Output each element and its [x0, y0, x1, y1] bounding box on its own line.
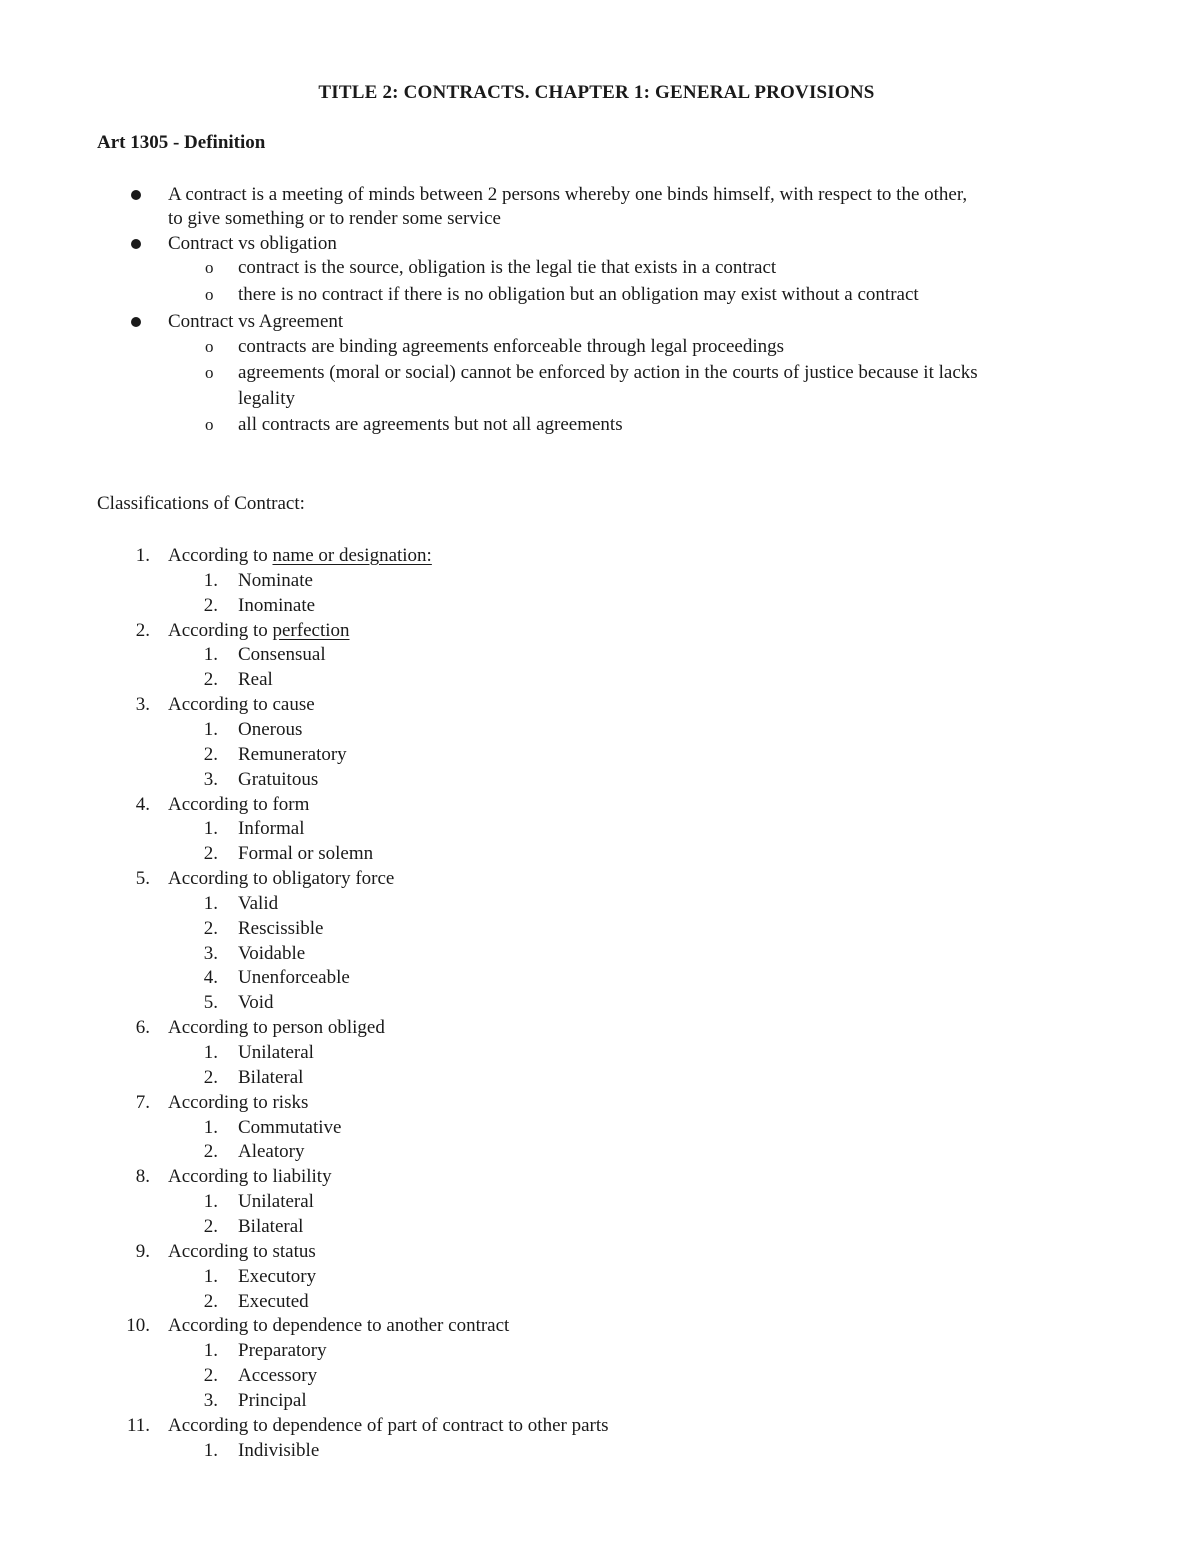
subclass-number: 1. — [203, 1117, 218, 1138]
sub-bullet-text: all contracts are agreements but not all agreements — [238, 414, 623, 435]
subclass-number: 1. — [203, 1340, 218, 1361]
classification-label — [168, 1240, 316, 1264]
subclass-number: 1. — [203, 719, 218, 740]
subclass-item: Accessory — [238, 1365, 318, 1386]
subclass-item: Rescissible — [238, 918, 324, 939]
subclass-item: Indivisible — [238, 1440, 320, 1461]
subclass-item: Preparatory — [238, 1340, 327, 1361]
subclass-number: 1. — [203, 1440, 218, 1461]
classification-number: 1. — [135, 545, 150, 566]
subclass-number: 3. — [203, 769, 218, 790]
subclass-number: 1. — [203, 1191, 218, 1212]
classification-criterion: According to liability — [168, 1166, 332, 1187]
bullet-dot — [131, 239, 141, 249]
sub-bullet-marker: o — [205, 363, 214, 382]
classification-number: 7. — [135, 1092, 150, 1113]
document-title: TITLE 2: CONTRACTS. CHAPTER 1: GENERAL PROVISIONS — [318, 82, 875, 103]
sub-bullet-marker: o — [205, 337, 214, 356]
subclass-number: 2. — [203, 1216, 218, 1237]
subclass-number: 1. — [203, 644, 218, 665]
subclass-number: 3. — [203, 1390, 218, 1411]
subclass-item: Onerous — [238, 719, 303, 740]
subclass-number: 2. — [203, 595, 218, 616]
subclass-item: Aleatory — [238, 1141, 305, 1162]
sub-bullet-text: contract is the source, obligation is the legal tie that exists in a contract — [238, 257, 777, 278]
subclass-number: 2. — [203, 918, 218, 939]
classification-label — [168, 1016, 385, 1040]
sub-bullet-marker: o — [205, 285, 214, 304]
subclass-item: Commutative — [238, 1117, 342, 1138]
classification-label — [168, 1165, 332, 1189]
subclass-item: Executory — [238, 1266, 317, 1287]
subclass-item: Real — [238, 669, 273, 690]
sub-bullet-text: contracts are binding agreements enforceable through legal proceedings — [238, 336, 785, 357]
subclass-number: 2. — [203, 669, 218, 690]
classification-prefix: According to — [168, 620, 273, 641]
subclass-item: Bilateral — [238, 1067, 304, 1088]
subclass-item: Bilateral — [238, 1216, 304, 1237]
definition-text-line2: to give something or to render some service — [168, 208, 501, 229]
subclass-item: Nominate — [238, 570, 313, 591]
subclass-number: 2. — [203, 1067, 218, 1088]
subclass-number: 2. — [203, 1365, 218, 1386]
subclass-item: Gratuitous — [238, 769, 319, 790]
subclass-item: Unilateral — [238, 1042, 314, 1063]
subclass-item: Unenforceable — [238, 967, 350, 988]
classification-prefix: According to — [168, 545, 273, 566]
sub-bullet-text: there is no contract if there is no obligation but an obligation may exist without a contract — [238, 284, 919, 305]
classification-criterion: perfection — [272, 620, 350, 641]
subclass-item: Principal — [238, 1390, 307, 1411]
classification-number: 4. — [135, 794, 150, 815]
contract-vs-obligation: Contract vs obligation — [168, 233, 337, 254]
classification-label — [168, 1091, 308, 1115]
classification-label — [168, 1314, 509, 1338]
classification-number: 8. — [135, 1166, 150, 1187]
subclass-item: Valid — [238, 893, 279, 914]
subclass-item: Remuneratory — [238, 744, 347, 765]
subclass-number: 5. — [203, 992, 218, 1013]
sub-bullet-marker: o — [205, 258, 214, 277]
subclass-item: Inominate — [238, 595, 316, 616]
classification-number: 10. — [126, 1315, 150, 1336]
subclass-number: 3. — [203, 943, 218, 964]
classification-label — [168, 544, 432, 568]
subclass-item: Executed — [238, 1291, 309, 1312]
classification-number: 11. — [126, 1415, 150, 1436]
classification-number: 2. — [135, 620, 150, 641]
sub-bullet-text: legality — [238, 388, 295, 409]
subclass-number: 1. — [203, 570, 218, 591]
bullet-dot — [131, 190, 141, 200]
subclass-number: 2. — [203, 1291, 218, 1312]
subclass-number: 4. — [203, 967, 218, 988]
subclass-number: 1. — [203, 818, 218, 839]
definition-text-line1: A contract is a meeting of minds between 2 persons whereby one binds himself, with respect to the other, — [168, 184, 968, 205]
subclass-item: Void — [238, 992, 274, 1013]
bullet-dot — [131, 317, 141, 327]
classification-label — [168, 867, 394, 891]
subclass-item: Consensual — [238, 644, 326, 665]
classification-criterion: According to dependence of part of contract to other parts — [168, 1415, 609, 1436]
subclass-item: Informal — [238, 818, 305, 839]
article-heading: Art 1305 - Definition — [97, 132, 266, 153]
classification-number: 6. — [135, 1017, 150, 1038]
classification-label — [168, 693, 315, 717]
sub-bullet-marker: o — [205, 415, 214, 434]
classification-label — [168, 619, 350, 643]
subclass-number: 1. — [203, 1042, 218, 1063]
classification-number: 3. — [135, 694, 150, 715]
classification-criterion: According to risks — [168, 1092, 309, 1113]
classification-criterion: According to status — [168, 1241, 316, 1262]
classification-criterion: According to person obliged — [168, 1017, 385, 1038]
classification-criterion: According to dependence to another contract — [168, 1315, 510, 1336]
classification-label — [168, 793, 309, 817]
classification-criterion: name or designation: — [272, 545, 432, 566]
subclass-number: 1. — [203, 893, 218, 914]
subclass-number: 1. — [203, 1266, 218, 1287]
classification-number: 5. — [135, 868, 150, 889]
classification-criterion: According to obligatory force — [168, 868, 395, 889]
sub-bullet-text: agreements (moral or social) cannot be enforced by action in the courts of justice because it lacks — [238, 362, 978, 383]
classification-label — [168, 1414, 609, 1438]
subclass-number: 2. — [203, 1141, 218, 1162]
classification-criterion: According to cause — [168, 694, 315, 715]
subclass-item: Formal or solemn — [238, 843, 374, 864]
contract-vs-agreement: Contract vs Agreement — [168, 311, 344, 332]
subclass-item: Unilateral — [238, 1191, 314, 1212]
classifications-heading: Classifications of Contract: — [97, 493, 305, 514]
classification-criterion: According to form — [168, 794, 310, 815]
subclass-item: Voidable — [238, 943, 306, 964]
subclass-number: 2. — [203, 843, 218, 864]
classification-number: 9. — [135, 1241, 150, 1262]
subclass-number: 2. — [203, 744, 218, 765]
